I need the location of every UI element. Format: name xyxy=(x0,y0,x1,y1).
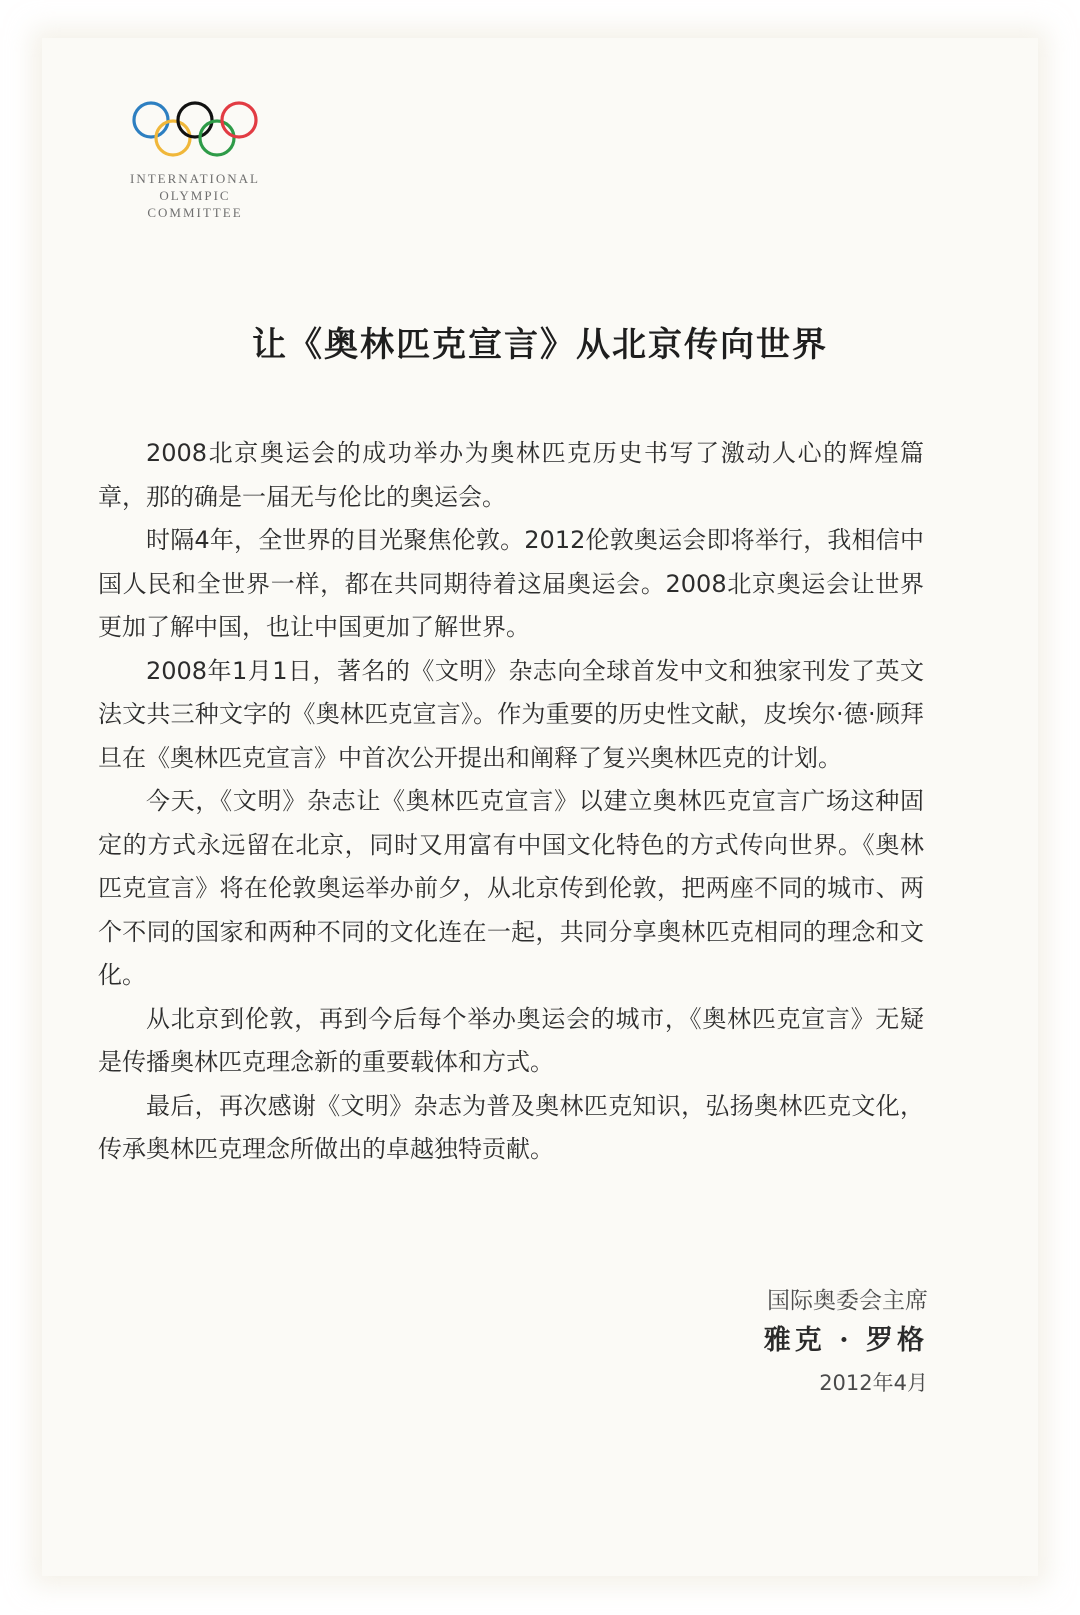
paragraph: 从北京到伦敦，再到今后每个举办奥运会的城市，《奥林匹克宣言》无疑是传播奥林匹克理念新的重要载体和方式。 xyxy=(98,1004,924,1076)
paragraph: 最后，再次感谢《文明》杂志为普及奥林匹克知识，弘扬奥林匹克文化，传承奥林匹克理念所做出的卓越独特贡献。 xyxy=(98,1091,924,1163)
ioc-line-1: INTERNATIONAL xyxy=(130,171,260,186)
paragraph: 2008北京奥运会的成功举办为奥林匹克历史书写了激动人心的辉煌篇章，那的确是一届无与伦比的奥运会。 xyxy=(98,439,924,511)
signer-role: 国际奥委会主席 xyxy=(767,1288,928,1314)
ring-black xyxy=(178,103,212,137)
ioc-line-2: OLYMPIC xyxy=(159,188,231,203)
olympic-rings-icon xyxy=(131,100,259,160)
signature-block xyxy=(764,1284,928,1400)
letter-title: 让《奥林匹克宣言》从北京传向世界 xyxy=(252,325,828,365)
ring-blue xyxy=(134,103,168,137)
ioc-wordmark xyxy=(100,170,290,221)
ring-yellow xyxy=(156,121,190,155)
signature-date: 2012年4月 xyxy=(819,1371,928,1395)
letter-body xyxy=(98,432,924,1172)
paragraph: 今天，《文明》杂志让《奥林匹克宣言》以建立奥林匹克宣言广场这种固定的方式永远留在北京，同时又用富有中国文化特色的方式传向世界。《奥林匹克宣言》将在伦敦奥运举办前夕，从北京传到伦敦，把两座不同的城市、两个不同的国家和两种不同的文化连在一起，共同分享奥林匹克相同的理念和文化。 xyxy=(98,787,924,989)
ring-green xyxy=(200,121,234,155)
ioc-line-3: COMMITTEE xyxy=(147,205,243,220)
ioc-logo xyxy=(100,100,290,221)
signer-name: 雅克 · 罗格 xyxy=(763,1325,928,1356)
paragraph: 时隔4年，全世界的目光聚焦伦敦。2012伦敦奥运会即将举行，我相信中国人民和全世界一样，都在共同期待着这届奥运会。2008北京奥运会让世界更加了解中国，也让中国更加了解世界。 xyxy=(98,526,924,641)
paragraph: 2008年1月1日，著名的《文明》杂志向全球首发中文和独家刊发了英文法文共三种文字的《奥林匹克宣言》。作为重要的历史性文献，皮埃尔·德·顾拜旦在《奥林匹克宣言》中首次公开提出和阐释了复兴奥林匹克的计划。 xyxy=(98,656,924,772)
ring-red xyxy=(222,103,256,137)
